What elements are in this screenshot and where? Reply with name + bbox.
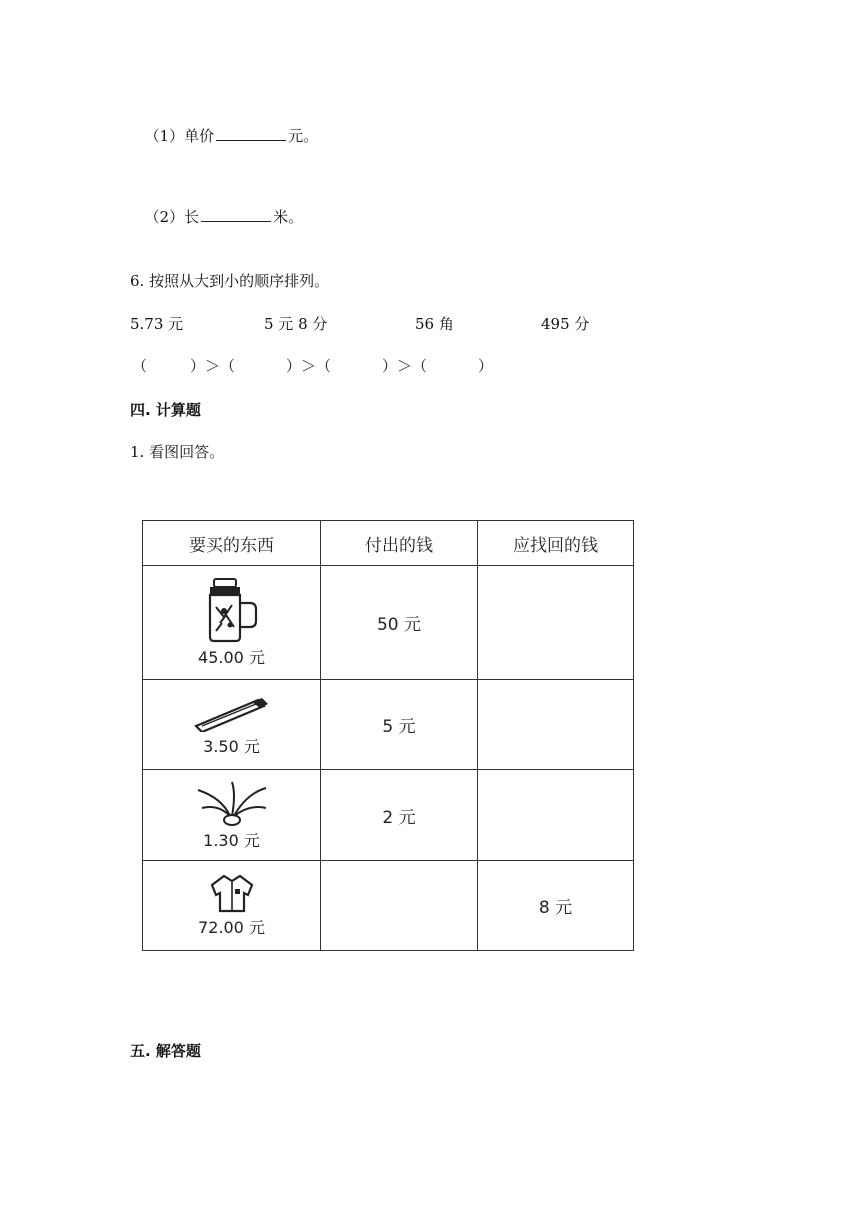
item-price: 45.00 元 xyxy=(198,648,265,667)
amount-item: 5.73 元 xyxy=(130,315,184,333)
paren-sep: ）＞（ xyxy=(190,357,236,375)
amount-item: 5 元 8 分 xyxy=(264,315,328,333)
amount-item: 495 分 xyxy=(541,315,590,333)
question-unit-price xyxy=(135,107,318,146)
question-length-prefix: （2）长 xyxy=(144,208,200,226)
question-length-suffix: 米。 xyxy=(273,208,304,226)
table-row xyxy=(143,566,634,680)
header-paid: 付出的钱 xyxy=(321,521,478,566)
question-1-title: 1. 看图回答。 xyxy=(130,443,225,461)
change-cell: 8 元 xyxy=(478,861,634,951)
paid-cell[interactable] xyxy=(321,861,478,951)
header-change: 应找回的钱 xyxy=(478,521,634,566)
change-cell[interactable] xyxy=(478,680,634,770)
item-cell xyxy=(143,770,321,861)
item-price: 1.30 元 xyxy=(203,830,260,850)
purchase-table xyxy=(142,520,634,951)
item-price: 72.00 元 xyxy=(198,918,265,937)
question-unit-price-prefix: （1）单价 xyxy=(144,127,215,145)
section-4-heading: 四. 计算题 xyxy=(130,401,201,419)
paren-sep: ）＞（ xyxy=(382,357,428,375)
item-cell xyxy=(143,861,321,951)
paren-open: （ xyxy=(132,357,148,375)
thermos-cup-icon xyxy=(202,577,262,643)
paid-cell: 5 元 xyxy=(321,680,478,770)
section-5-heading: 五. 解答题 xyxy=(130,1042,201,1060)
paid-cell: 50 元 xyxy=(321,566,478,680)
item-price: 3.50 元 xyxy=(203,737,260,756)
table-row xyxy=(143,770,634,861)
question-unit-price-suffix: 元。 xyxy=(288,127,319,145)
table-row xyxy=(143,680,634,770)
paid-cell: 2 元 xyxy=(321,770,478,861)
answer-blank[interactable] xyxy=(201,207,271,222)
question-length xyxy=(135,188,303,227)
shirt-icon xyxy=(208,873,256,913)
question-6-title: 6. 按照从大到小的顺序排列。 xyxy=(130,272,330,290)
answer-blank[interactable] xyxy=(216,126,286,141)
paren-sep: ）＞（ xyxy=(286,357,332,375)
change-cell[interactable] xyxy=(478,566,634,680)
header-item: 要买的东西 xyxy=(143,521,321,566)
item-cell xyxy=(143,566,321,680)
table-row xyxy=(143,861,634,951)
item-cell xyxy=(143,680,321,770)
table-header-row xyxy=(143,521,634,566)
change-cell[interactable] xyxy=(478,770,634,861)
pen-icon xyxy=(192,692,272,732)
plant-icon xyxy=(192,780,272,826)
paren-close: ） xyxy=(478,357,494,375)
amount-item: 56 角 xyxy=(415,315,454,333)
